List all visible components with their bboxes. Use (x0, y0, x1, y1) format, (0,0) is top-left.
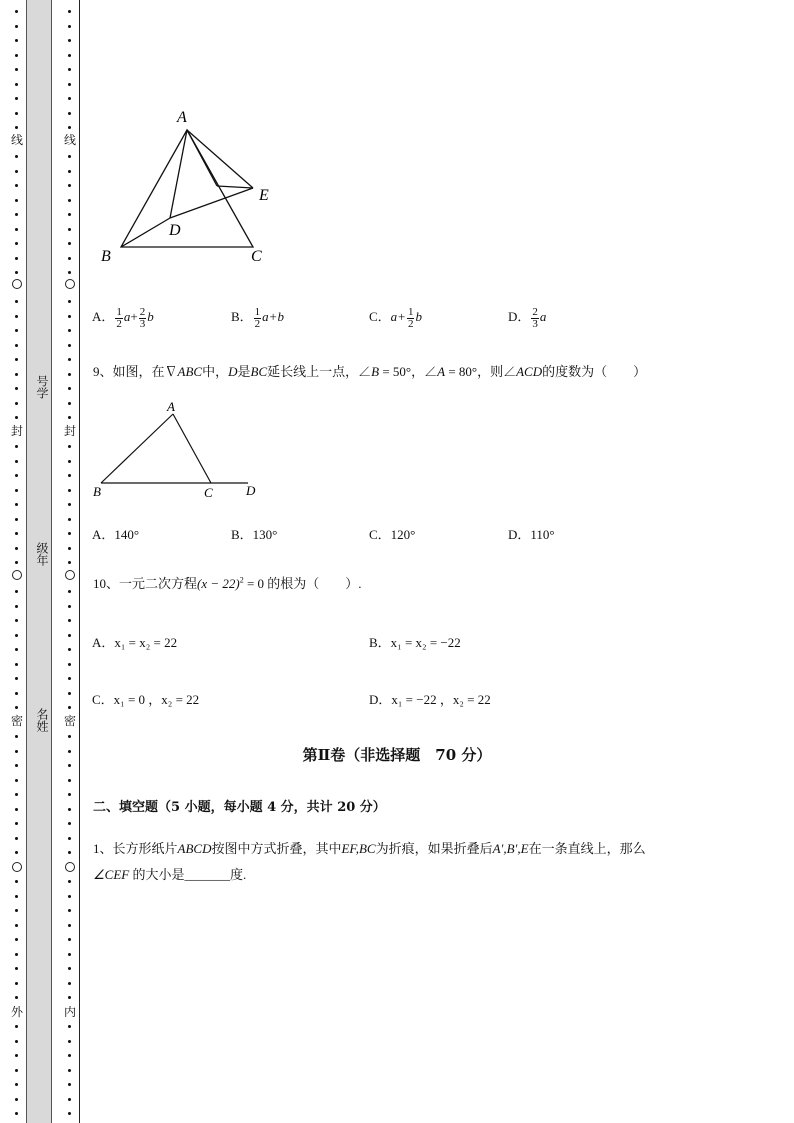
dot (68, 648, 71, 651)
numerator: 1 (407, 305, 414, 318)
dot (15, 54, 18, 57)
dot (15, 605, 18, 608)
text: 中， (202, 364, 229, 379)
expr: a+ (390, 309, 406, 324)
margin-circle (65, 279, 75, 289)
dot (68, 402, 71, 405)
dot (15, 315, 18, 318)
fraction (407, 307, 415, 330)
dot (68, 257, 71, 260)
margin-mark-secret-right: 密 (63, 714, 76, 728)
name-label: 名姓 (35, 708, 49, 732)
dot (15, 387, 18, 390)
dot (15, 851, 18, 854)
option-prefix: B． (231, 309, 253, 324)
dot (68, 1112, 71, 1115)
text: 10、一元二次方程 (93, 576, 198, 591)
denominator: 2 (116, 317, 122, 330)
var: a (123, 309, 131, 324)
margin-mark-line-left: 线 (10, 133, 23, 147)
dot (15, 1025, 18, 1028)
q8-option-c[interactable] (369, 306, 422, 330)
q9-option-d[interactable]: D．110° (508, 527, 555, 542)
section-title: 第Ⅱ卷（非选择题 70 分） (302, 746, 492, 764)
dot (15, 967, 18, 970)
dot (68, 909, 71, 912)
margin-circle (65, 570, 75, 580)
dot (68, 880, 71, 883)
dot (68, 271, 71, 274)
dot (68, 518, 71, 521)
dot (68, 68, 71, 71)
dot (68, 996, 71, 999)
dot (68, 1083, 71, 1086)
dot (15, 779, 18, 782)
dot (68, 213, 71, 216)
dot (15, 10, 18, 13)
q9-label-d: D (246, 483, 256, 498)
dot (15, 25, 18, 28)
dot (68, 199, 71, 202)
var: B (371, 364, 380, 379)
var: EF,BC (341, 841, 376, 856)
dot (15, 677, 18, 680)
var: D (228, 364, 238, 379)
dot (15, 213, 18, 216)
fraction (531, 307, 539, 330)
fill-blank-header: 二、填空题（5 小题，每小题 4 分，共计 20 分） (93, 800, 386, 815)
denominator: 3 (532, 317, 538, 330)
margin-mark-inner: 内 (63, 1005, 76, 1019)
q10-stem (93, 573, 362, 592)
dot (15, 996, 18, 999)
var: b (147, 309, 154, 324)
fill-q1-line2 (93, 864, 246, 883)
dot (15, 329, 18, 332)
margin-mark-outer: 外 (10, 1005, 23, 1019)
dot (68, 561, 71, 564)
dot (68, 590, 71, 593)
dot (68, 315, 71, 318)
dot (15, 808, 18, 811)
margin-rule (79, 0, 80, 1123)
q8-label-e: E (259, 187, 269, 204)
text: 为折痕，如果折叠后 (375, 841, 493, 856)
dot (68, 228, 71, 231)
plus: + (130, 309, 138, 324)
dot (68, 242, 71, 245)
var: a (539, 309, 547, 324)
dot (15, 532, 18, 535)
margin-circle (65, 862, 75, 872)
dot (68, 184, 71, 187)
dot (68, 735, 71, 738)
fraction (115, 307, 123, 330)
expr: a+b (262, 309, 284, 324)
grade-label: 级年 (35, 542, 49, 566)
dot (15, 1054, 18, 1057)
var: A (437, 364, 446, 379)
dot (68, 967, 71, 970)
var: BC (250, 364, 268, 379)
dot (68, 895, 71, 898)
dot (68, 97, 71, 100)
student-id-label: 号学 (35, 375, 49, 399)
margin-circle (12, 570, 22, 580)
dot (68, 373, 71, 376)
dot (15, 460, 18, 463)
dot (68, 1025, 71, 1028)
numerator: 2 (139, 305, 146, 318)
dot (68, 924, 71, 927)
denominator: 2 (254, 317, 261, 330)
option-prefix: C． (369, 309, 391, 324)
text: 1、长方形纸片 (93, 841, 178, 856)
dot (68, 329, 71, 332)
q8-figure (95, 100, 295, 270)
dot (15, 663, 18, 666)
var: ∠CEF (93, 867, 130, 882)
dot (15, 880, 18, 883)
dot (68, 1098, 71, 1101)
numerator: 1 (116, 305, 122, 318)
dot (68, 112, 71, 115)
q8-label-a: A (177, 109, 187, 126)
dot (15, 1083, 18, 1086)
dot (15, 373, 18, 376)
exponent: 2 (239, 575, 244, 585)
dot (15, 126, 18, 129)
denominator: 3 (139, 317, 146, 330)
dot (15, 39, 18, 42)
text: = 0 的根为（ ）. (243, 576, 362, 591)
dot (15, 228, 18, 231)
q9-option-c[interactable]: C．120° (369, 527, 416, 542)
dot (68, 837, 71, 840)
dot (15, 242, 18, 245)
dot (15, 953, 18, 956)
dot (68, 822, 71, 825)
dot (15, 402, 18, 405)
dot (68, 300, 71, 303)
dot (68, 344, 71, 347)
dot (68, 532, 71, 535)
dot (15, 837, 18, 840)
dot (15, 692, 18, 695)
q9-label-c: C (204, 485, 213, 500)
margin-circle (12, 279, 22, 289)
dot (15, 634, 18, 637)
text: 在一条直线上，那么 (528, 841, 646, 856)
right-dot-column (65, 0, 75, 1123)
dot (15, 474, 18, 477)
dot (68, 1054, 71, 1057)
dot (68, 10, 71, 13)
dot (68, 445, 71, 448)
dot (68, 677, 71, 680)
q9-option-a[interactable]: A．140° (92, 527, 140, 542)
var: b (415, 309, 422, 324)
dot (68, 953, 71, 956)
dot (15, 344, 18, 347)
dot (15, 271, 18, 274)
dot (15, 1112, 18, 1115)
q8-label-b: B (101, 248, 111, 265)
dot (68, 1069, 71, 1072)
q9-label-b: B (93, 484, 101, 499)
numerator: 2 (532, 305, 538, 318)
var: ABC (177, 364, 203, 379)
dot (15, 590, 18, 593)
dot (15, 619, 18, 622)
text: 延长线上一点，∠ (267, 364, 372, 379)
dot (68, 489, 71, 492)
dot (68, 706, 71, 709)
dot (68, 793, 71, 796)
dot (68, 83, 71, 86)
dot (68, 54, 71, 57)
fill-q1-line1 (93, 838, 646, 857)
dot (68, 779, 71, 782)
dot (15, 648, 18, 651)
dot (15, 735, 18, 738)
q9-figure (88, 398, 268, 503)
dot (15, 445, 18, 448)
text: 9、如图，在∇ (93, 364, 178, 379)
dot (68, 547, 71, 550)
dot (15, 895, 18, 898)
text: 按图中方式折叠，其中 (211, 841, 342, 856)
dot (15, 1040, 18, 1043)
dot (15, 300, 18, 303)
margin-mark-secret-left: 密 (10, 714, 23, 728)
margin-mark-line-right: 线 (63, 133, 76, 147)
q8-option-b[interactable] (231, 306, 284, 330)
q8-label-c: C (251, 248, 262, 265)
left-dot-column (12, 0, 22, 1123)
q10-option-c[interactable]: C．x₁ = 0 ，x₂ = 22 (92, 692, 200, 707)
dot (15, 982, 18, 985)
dot (15, 170, 18, 173)
dot (15, 822, 18, 825)
dot (15, 1098, 18, 1101)
fraction (139, 307, 147, 330)
dot (68, 938, 71, 941)
margin-mark-seal-left: 封 (10, 424, 23, 438)
dot (68, 387, 71, 390)
dot (68, 619, 71, 622)
q10-option-a[interactable]: A．x₁ = x₂ = 22 (92, 635, 178, 650)
dot (68, 25, 71, 28)
dot (15, 155, 18, 158)
dot (15, 416, 18, 419)
dot (15, 112, 18, 115)
dot (68, 808, 71, 811)
dot (15, 909, 18, 912)
dot (68, 126, 71, 129)
dot (68, 170, 71, 173)
fraction (254, 307, 262, 330)
dot (68, 39, 71, 42)
text: = 50°，∠ (379, 364, 438, 379)
option-prefix: A． (92, 309, 115, 324)
dot (68, 474, 71, 477)
dot (15, 184, 18, 187)
dot (15, 68, 18, 71)
q10-option-b[interactable]: B．x₁ = x₂ = −22 (369, 635, 461, 650)
var: A′,B′,E (492, 841, 529, 856)
q9-option-b[interactable]: B．130° (231, 527, 278, 542)
dot (15, 547, 18, 550)
q9-stem (93, 361, 646, 380)
dot (68, 692, 71, 695)
dot (68, 416, 71, 419)
dot (68, 460, 71, 463)
text: = 80°，则∠ (445, 364, 517, 379)
dot (15, 503, 18, 506)
margin-circle (12, 862, 22, 872)
q8-option-d[interactable] (508, 306, 546, 330)
text: 的度数为（ ） (542, 364, 647, 379)
dot (68, 982, 71, 985)
answer-blank-text: 的大小是_______度. (129, 867, 247, 882)
dot (15, 938, 18, 941)
dot (15, 793, 18, 796)
dot (68, 605, 71, 608)
option-prefix: D． (508, 309, 531, 324)
q8-option-a[interactable] (92, 306, 154, 330)
var: ABCD (177, 841, 212, 856)
dot (15, 97, 18, 100)
dot (15, 489, 18, 492)
var: ACD (516, 364, 543, 379)
dot (15, 83, 18, 86)
dot (68, 503, 71, 506)
dot (68, 358, 71, 361)
dot (15, 518, 18, 521)
dot (15, 199, 18, 202)
text: 是 (237, 364, 251, 379)
numerator: 1 (254, 305, 261, 318)
dot (15, 561, 18, 564)
equation: (x − 22) (197, 576, 240, 591)
dot (68, 155, 71, 158)
dot (68, 663, 71, 666)
dot (15, 924, 18, 927)
denominator: 2 (407, 317, 414, 330)
margin-mark-seal-right: 封 (63, 424, 76, 438)
dot (15, 706, 18, 709)
dot (68, 851, 71, 854)
q9-label-a: A (167, 399, 175, 414)
dot (15, 1069, 18, 1072)
dot (68, 1040, 71, 1043)
dot (15, 257, 18, 260)
q8-label-d: D (169, 222, 181, 239)
q10-option-d[interactable]: D．x₁ = −22 ，x₂ = 22 (369, 692, 491, 707)
dot (68, 634, 71, 637)
dot (15, 358, 18, 361)
